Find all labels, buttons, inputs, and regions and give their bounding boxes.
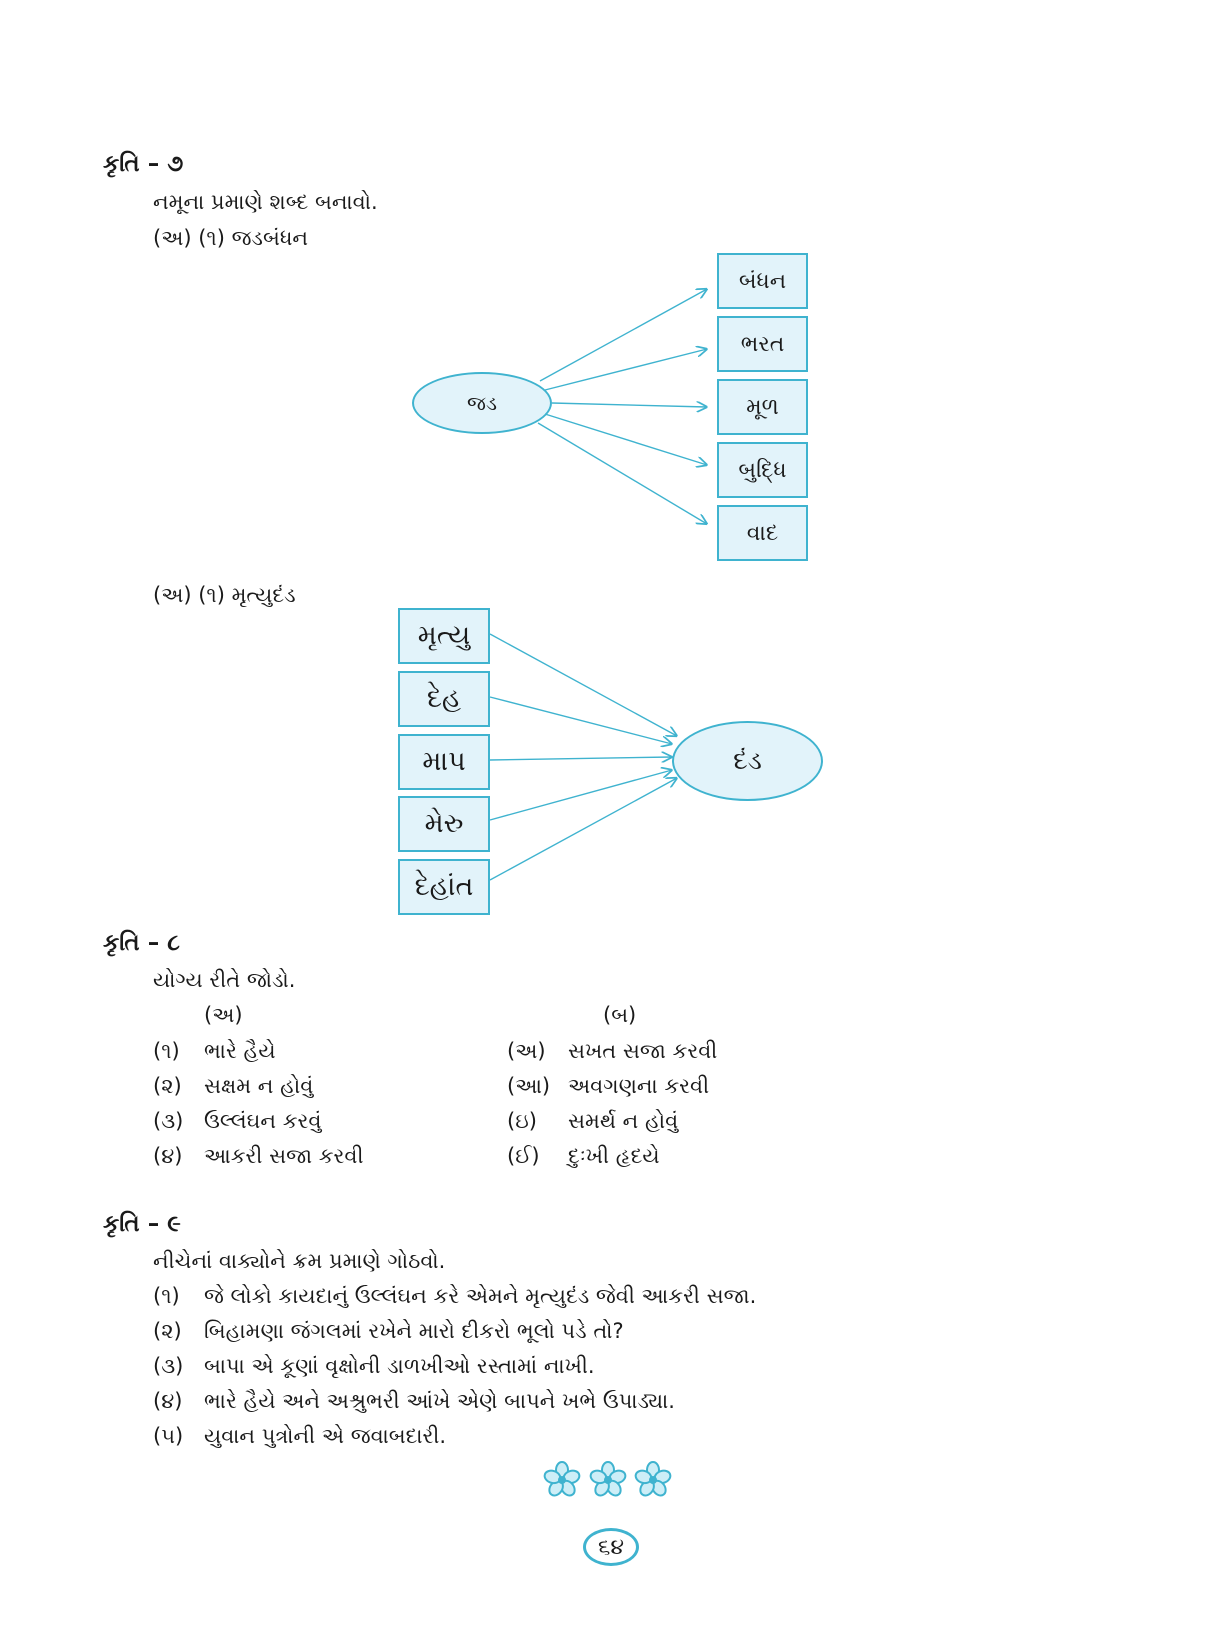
diagram-1-center: જડ [412,372,552,434]
word-box-2: ભરત [717,316,808,372]
kruti-7-heading: કૃતિ – ૭ [103,151,184,177]
right-number: (આ) [507,1074,551,1098]
column-b-header: (બ) [603,1003,637,1027]
left-number: (૧) [153,1039,180,1063]
word-box-5: વાદ [717,505,808,561]
kruti-7-instruction: નમૂના પ્રમાણે શબ્દ બનાવો. [153,190,378,214]
word-box-1: બંધન [717,253,808,309]
word-box-1: મૃત્યુ [398,608,490,664]
list-item: બિહામણા જંગલમાં રખેને મારો દીકરો ભૂલો પડે તો? [204,1319,624,1343]
kruti-8-heading: કૃતિ – ૮ [103,930,180,956]
arrow [545,349,707,390]
word-box-4: મેરુ [398,796,490,852]
example-1-label: (અ) (૧) જડબંધન [153,226,309,250]
left-item: આકરી સજા કરવી [204,1144,364,1168]
list-item: બાપા એ કૂણાં વૃક્ષોની ડાળખીઓ રસ્તામાં નાખી. [204,1354,595,1378]
arrow [540,289,707,381]
list-item-number: (૨) [153,1319,182,1343]
list-item: ભારે હૈયે અને અશ્રુભરી આંખે એણે બાપને ખભે ઉપાડ્યા. [204,1389,675,1413]
kruti-9-instruction: નીચેનાં વાક્યોને ક્રમ પ્રમાણે ગોઠવો. [153,1249,446,1273]
arrow [545,414,707,465]
right-number: (ઇ) [507,1109,537,1133]
flower-icon [589,1462,627,1498]
right-number: (ઈ) [507,1144,540,1168]
list-item: જે લોકો કાયદાનું ઉલ્લંઘન કરે એમને મૃત્યુદંડ જેવી આકરી સજા. [204,1284,757,1308]
right-item: સમર્થ ન હોવું [568,1109,679,1133]
right-number: (અ) [507,1039,546,1063]
list-item-number: (૪) [153,1389,183,1413]
kruti-9-heading: કૃતિ – ૯ [103,1211,181,1237]
list-item-number: (૧) [153,1284,180,1308]
right-item: અવગણના કરવી [568,1074,710,1098]
flower-ornament-icon [540,1458,675,1502]
flower-icon [634,1462,672,1498]
left-item: ઉલ્લંઘન કરવું [204,1109,322,1133]
list-item-number: (૩) [153,1354,184,1378]
word-box-2: દેહ [398,671,490,727]
example-2-label: (અ) (૧) મૃત્યુદંડ [153,583,296,607]
arrow [490,757,672,760]
left-number: (૩) [153,1109,184,1133]
column-a-header: (અ) [204,1003,243,1027]
list-item: યુવાન પુત્રોની એ જવાબદારી. [204,1424,447,1448]
word-box-5: દેહાંત [398,859,490,915]
diagram-2-center: દંડ [672,721,823,801]
page-number: ૬૪ [583,1528,639,1566]
word-box-3: માપ [398,734,490,790]
left-number: (૪) [153,1144,183,1168]
left-item: સક્ષમ ન હોવું [204,1074,314,1098]
word-box-4: બુદ્ધિ [717,442,808,498]
list-item-number: (૫) [153,1424,184,1448]
right-item: સખત સજા કરવી [568,1039,718,1063]
word-box-3: મૂળ [717,379,808,435]
left-number: (૨) [153,1074,182,1098]
left-item: ભારે હૈયે [204,1039,276,1063]
arrow [490,697,672,744]
arrow [552,403,707,407]
right-item: દુઃખી હૃદયે [568,1144,660,1168]
kruti-8-instruction: યોગ્ય રીતે જોડો. [153,968,296,992]
flower-icon [543,1462,581,1498]
arrow [490,778,677,880]
